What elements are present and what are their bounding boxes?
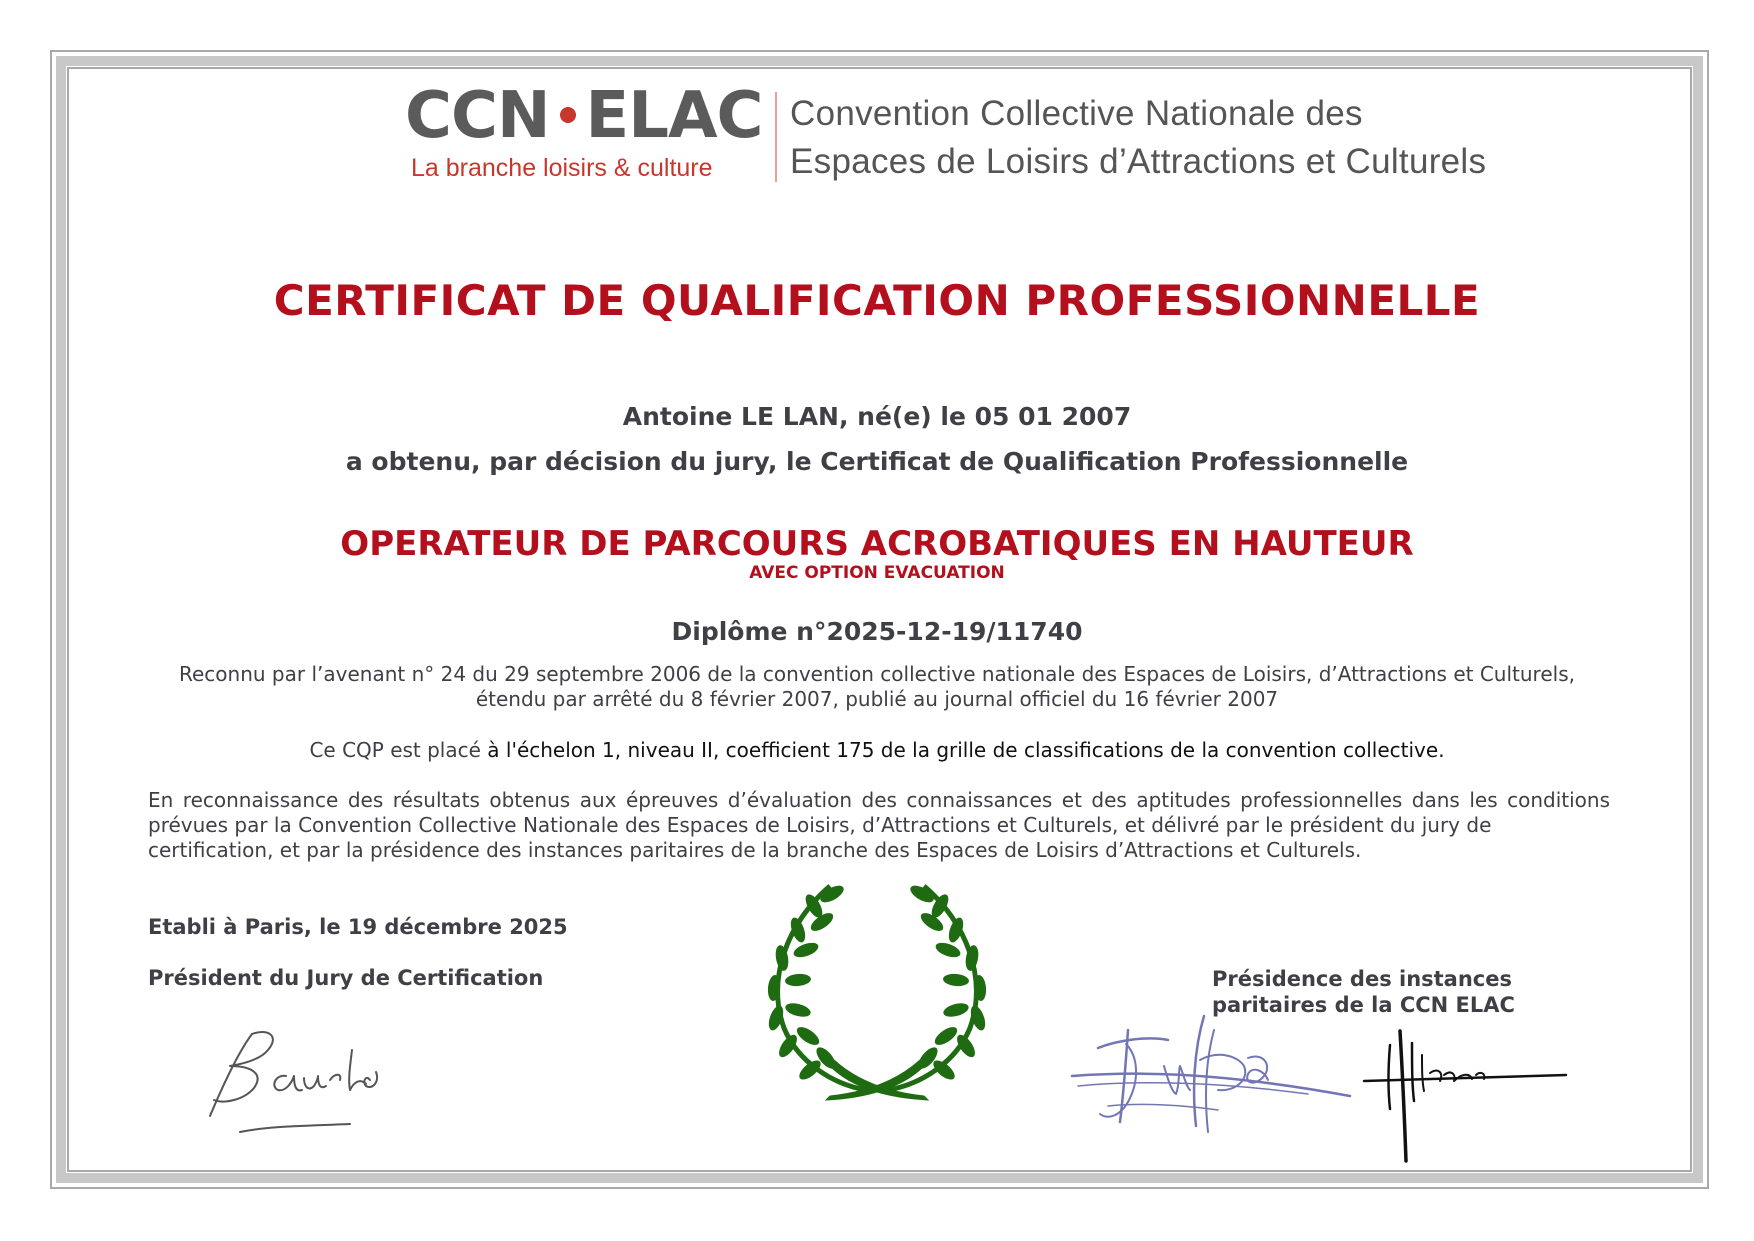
laurel-wreath-icon <box>752 878 1002 1103</box>
paritaire-signature-black <box>1360 1025 1570 1165</box>
cqp-rest: à l'échelon 1, niveau II, coefficient 175 de la grille de classifications de la convention collective. <box>487 738 1445 762</box>
logo-full-name-line1: Convention Collective Nationale des <box>790 94 1363 133</box>
place-date: Etabli à Paris, le 19 décembre 2025 <box>148 915 568 939</box>
ccn-elac-logo <box>405 79 763 153</box>
logo-ccn-text: CCN <box>405 79 550 153</box>
presidence-line1: Présidence des instances <box>1212 967 1512 991</box>
recognition-paragraph <box>148 788 1610 863</box>
recognition-line1: Reconnu par l’avenant n° 24 du 29 septembre 2006 de la convention collective nationale des Espaces de Loisirs, d’Attractions et Culturels, <box>179 662 1575 686</box>
president-label: Président du Jury de Certification <box>148 966 544 990</box>
logo-full-name-line2: Espaces de Loisirs d’Attractions et Culturels <box>790 142 1487 181</box>
certificate-title: CERTIFICAT DE QUALIFICATION PROFESSIONNELLE <box>273 276 1481 325</box>
recognition-line2: étendu par arrêté du 8 février 2007, publié au journal officiel du 16 février 2007 <box>475 687 1279 711</box>
jury-president-signature <box>190 1020 410 1140</box>
logo-elac-text: ELAC <box>585 79 763 153</box>
paragraph-last: certification, et par la présidence des instances paritaires de la branche des Espaces de Loisirs d’Attractions et Culturels. <box>148 838 1362 862</box>
diploma-number: Diplôme n°2025-12-19/11740 <box>671 617 1083 646</box>
paritaire-signature-blue <box>1068 1010 1358 1140</box>
presidence-line2: paritaires de la CCN ELAC <box>1212 993 1515 1017</box>
recognition-text <box>0 662 1754 712</box>
paragraph-main: En reconnaissance des résultats obtenus aux épreuves d’évaluation des connaissances et des aptitudes professionnelles dans les conditions prévues par la Convention Collective Nationale des Espaces de Loisirs, d’Attractions et Culturels, et délivré par le président du jury de <box>148 788 1610 837</box>
qualification-option: AVEC OPTION EVACUATION <box>749 563 1005 583</box>
logo-tagline: La branche loisirs & culture <box>411 154 713 182</box>
cqp-prefix: Ce CQP est placé <box>309 738 488 762</box>
obtained-line: a obtenu, par décision du jury, le Certificat de Qualification Professionnelle <box>345 447 1409 476</box>
logo-dot-icon <box>560 107 576 123</box>
qualification-title: OPERATEUR DE PARCOURS ACROBATIQUES EN HAUTEUR <box>340 524 1414 564</box>
logo-separator <box>775 92 777 182</box>
holder-line: Antoine LE LAN, né(e) le 05 01 2007 <box>622 402 1132 431</box>
cqp-placement <box>0 738 1754 762</box>
